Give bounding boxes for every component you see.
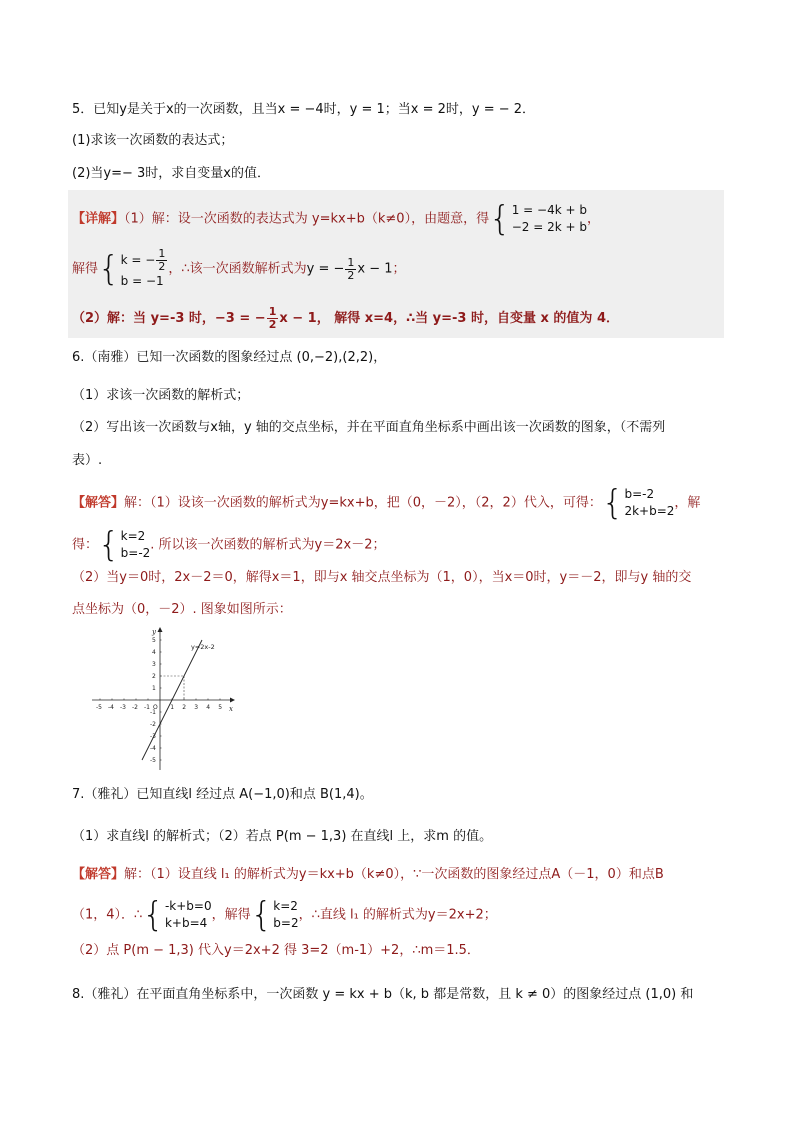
origin-label: O <box>153 704 158 711</box>
q6-answer-line1: 【解答】解：（1）设该一次函数的解析式为y=kx+b，把（0，－2），（2，2）代入，可得：{b=-2 2k+b=2，解 <box>72 483 701 523</box>
y-tick-label: 1 <box>152 685 156 692</box>
brace: { <box>489 199 511 239</box>
y-tick-label: -1 <box>150 709 156 716</box>
q5-solution-system: k = − $\frac{1}{2}$ b = −1 <box>120 247 166 288</box>
x-tick-label: 2 <box>182 704 187 711</box>
function-label: y=2x-2 <box>191 643 215 651</box>
q6-part1: （1）求该一次函数的解析式； <box>72 388 250 403</box>
y-axis-arrow <box>158 627 163 632</box>
q8-stem: 8.（雅礼）在平面直角坐标系中，一次函数 y = kx + b（k, b 都是常数，且 k ≠ 0）的图象经过点 (1,0) 和 <box>72 987 694 1002</box>
q6-solution-system: k=2 b=-2 <box>120 529 151 560</box>
q6-answer-line3: （2）当y＝0时，2x－2＝0，解得x＝1，即与x 轴交点坐标为（1，0），当x＝0时，y＝－2，即与y 轴的交 <box>72 570 692 585</box>
x-axis-label: x <box>229 705 233 713</box>
q5-detail-line3: （2）解：当 y=-3 时，−3 = − $\frac{1}{2}$ x − 1， 解得 x=4，∴当 y=-3 时，自变量 x 的值为 4． <box>72 305 620 331</box>
x-tick-label: -5 <box>96 704 102 711</box>
q5-detail-line1: 【详解】（1）解：设一次函数的表达式为 y=kx+b（k≠0），由题意，得{1 = −4k + b −2 = 2k + b， <box>72 199 600 239</box>
brace: { <box>98 525 120 565</box>
x-tick-label: -4 <box>108 704 114 711</box>
q5-part1: (1)求该一次函数的表达式； <box>72 133 234 148</box>
y-tick-label: 4 <box>152 649 156 656</box>
q7-answer-line1: 【解答】解：（1）设直线 l₁ 的解析式为y＝kx+b（k≠0），∵一次函数的图象经过点A（－1，0）和点B <box>72 867 664 882</box>
y-tick-label: 5 <box>152 637 156 644</box>
x-tick-label: 3 <box>194 704 199 711</box>
y-tick-label: 2 <box>152 673 156 680</box>
q7-solution-system: k=2 b=2 <box>273 899 299 930</box>
q7-stem: 7.（雅礼）已知直线l 经过点 A(−1,0)和点 B(1,4)。 <box>72 787 373 802</box>
q5-detail-line2: 解得{k = − $\frac{1}{2}$ b = −1，∴该一次函数解析式为y = − $\frac{1}{2}$ x − 1； <box>72 247 406 289</box>
q6-part2-cont: 表）. <box>72 453 103 468</box>
brace: { <box>601 483 624 523</box>
x-tick-label: -1 <box>144 704 150 711</box>
q5-system: 1 = −4k + b −2 = 2k + b <box>511 203 587 234</box>
x-tick-label: -2 <box>132 704 138 711</box>
y-tick-label: 3 <box>152 661 156 668</box>
q7-answer-line3: （2）点 P(m − 1,3) 代入y＝2x+2 得 3=2（m-1）+2，∴m＝1.5． <box>72 943 480 958</box>
x-tick-label: 4 <box>206 704 211 711</box>
x-tick-label: 1 <box>170 704 175 711</box>
q7-parts: （1）求直线l 的解析式；（2）若点 P(m − 1,3) 在直线l 上，求m 的值。 <box>72 829 493 844</box>
q6-graph <box>90 625 235 770</box>
x-tick-label: 5 <box>218 704 223 711</box>
brace: { <box>98 249 120 289</box>
y-tick-label: -2 <box>150 721 156 728</box>
x-axis-arrow <box>230 698 235 703</box>
q5-part2: (2)当y=− 3时，求自变量x的值． <box>72 166 270 181</box>
q6-part2: （2）写出该一次函数与x轴，y 轴的交点坐标，并在平面直角坐标系中画出该一次函数的图象，（不需列 <box>72 420 666 435</box>
q5-stem: 5．已知y是关于x的一次函数，且当x = −4时，y = 1；当x = 2时，y = − 2． <box>72 102 536 117</box>
q6-answer-line2: 得：{k=2 b=-2. 所以该一次函数的解析式为y＝2x－2； <box>72 525 386 565</box>
q7-answer-line2: （1，4）．∴{-k+b=0 k+b=4，解得{k=2 b=2，∴直线 l₁ 的解析式为y＝2x+2； <box>72 895 497 935</box>
brace: { <box>142 895 164 935</box>
q6-system: b=-2 2k+b=2 <box>624 487 675 518</box>
y-tick-label: -3 <box>150 733 156 740</box>
q7-system: -k+b=0 k+b=4 <box>164 899 212 930</box>
y-tick-label: -4 <box>150 745 156 752</box>
q6-answer-line4: 点坐标为（0，－2）. 图象如图所示： <box>72 602 292 617</box>
y-tick-label: -5 <box>150 757 156 764</box>
q6-stem: 6.（南雅）已知一次函数的图象经过点 (0,−2),(2,2)， <box>72 350 387 365</box>
y-axis-label: y <box>152 628 156 636</box>
brace: { <box>250 895 273 935</box>
detail-tag: 【详解】 <box>72 211 125 227</box>
x-tick-label: -3 <box>120 704 126 711</box>
